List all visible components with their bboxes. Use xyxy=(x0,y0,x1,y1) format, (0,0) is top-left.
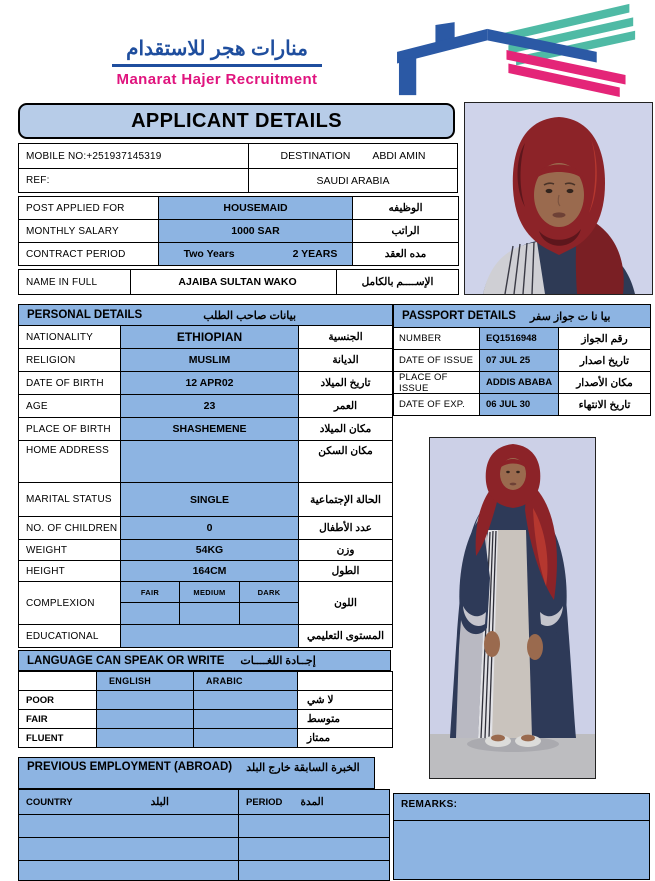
language-fluent-label: FLUENT xyxy=(19,729,96,747)
language-fair-arabic-cell xyxy=(194,710,297,728)
complexion-label: COMPLEXION xyxy=(19,582,120,624)
marital-status-label: MARITAL STATUS xyxy=(19,483,120,516)
employment-period-header xyxy=(239,790,389,814)
issue-place-arabic: مكان الأصدار xyxy=(559,372,650,393)
employment-section-title-arabic: الخبرة السابقة خارج البلد xyxy=(246,762,360,774)
passport-number-arabic: رقم الجواز xyxy=(559,328,650,349)
language-poor-arabic-cell xyxy=(194,691,297,709)
passport-number-value: EQ1516948 xyxy=(480,328,558,349)
nationality-value: ETHIOPIAN xyxy=(121,326,298,348)
height-arabic: الطول xyxy=(299,561,392,581)
children-label: NO. OF CHILDREN xyxy=(19,517,120,539)
complexion-options xyxy=(121,582,298,624)
age-label: AGE xyxy=(19,395,120,417)
expiry-date-value: 06 JUL 30 xyxy=(480,394,558,415)
personal-details-title-arabic: بيانات صاحب الطلب xyxy=(203,309,296,322)
complexion-check-fair xyxy=(121,603,179,624)
home-address-arabic: مكان السكن xyxy=(299,441,392,482)
complexion-option-fair: FAIR xyxy=(121,582,179,602)
age-value: 23 xyxy=(121,395,298,417)
height-label: HEIGHT xyxy=(19,561,120,581)
expiry-date-arabic: تاريخ الانتهاء xyxy=(559,394,650,415)
birth-date-label: DATE OF BIRTH xyxy=(19,372,120,394)
company-logo-icon xyxy=(388,2,648,98)
salary-value: 1000 SAR xyxy=(159,220,352,242)
name-value: AJAIBA SULTAN WAKO xyxy=(131,270,336,294)
language-column-arabic: ARABIC xyxy=(194,672,297,690)
weight-value: 54KG xyxy=(121,540,298,560)
contract-arabic: مده العقد xyxy=(353,243,458,265)
headshot-photo xyxy=(464,102,653,295)
contract-value xyxy=(159,243,352,265)
contract-label: CONTRACT PERIOD xyxy=(19,243,158,265)
educational-arabic: المستوى التعليمي xyxy=(299,625,392,647)
birth-date-arabic: تاريخ الميلاد xyxy=(299,372,392,394)
issue-date-arabic: تاريخ اصدار xyxy=(559,350,650,371)
employment-row-country-1 xyxy=(19,815,238,837)
language-header-spacer xyxy=(298,672,392,690)
salary-label: MONTHLY SALARY xyxy=(19,220,158,242)
country-column-label: COUNTRY xyxy=(26,796,73,808)
issue-place-value: ADDIS ABABA xyxy=(480,372,558,393)
educational-label: EDUCATIONAL xyxy=(19,625,120,647)
headshot-illustration xyxy=(465,103,652,294)
language-fluent-arabic-cell xyxy=(194,729,297,747)
name-table xyxy=(18,269,459,295)
name-label: NAME IN FULL xyxy=(19,270,130,294)
language-poor-arabic-text: لا شي xyxy=(298,691,392,709)
children-value: 0 xyxy=(121,517,298,539)
religion-arabic: الديانة xyxy=(299,349,392,371)
complexion-check-dark xyxy=(240,603,298,624)
language-section-header xyxy=(18,650,391,671)
language-section-title-arabic: إجــادة اللغــــات xyxy=(240,655,316,667)
contract-value-numeric: 2 YEARS xyxy=(292,248,338,260)
marital-status-arabic: الحالة الإجتماعية xyxy=(299,483,392,516)
employment-row-period-2 xyxy=(239,838,389,860)
language-fair-arabic-text: متوسط xyxy=(298,710,392,728)
birth-place-value: SHASHEMENE xyxy=(121,418,298,440)
employment-country-header xyxy=(19,790,238,814)
employment-section-title: PREVIOUS EMPLOYMENT (ABROAD) xyxy=(27,761,233,773)
destination-cell xyxy=(249,144,457,168)
remarks-label: REMARKS: xyxy=(394,794,649,821)
personal-details-header xyxy=(19,305,392,325)
language-poor-label: POOR xyxy=(19,691,96,709)
complexion-arabic: اللون xyxy=(299,582,392,624)
employment-row-country-3 xyxy=(19,861,238,880)
complexion-option-dark: DARK xyxy=(240,582,298,602)
period-column-label: PERIOD xyxy=(246,796,283,808)
company-name-english: Manarat Hajer Recruitment xyxy=(116,71,318,88)
employment-table xyxy=(18,789,390,881)
passport-number-label: NUMBER xyxy=(394,328,479,349)
language-fluent-arabic-text: ممتاز xyxy=(298,729,392,747)
age-arabic: العمر xyxy=(299,395,392,417)
job-table xyxy=(18,196,459,266)
personal-details-title: PERSONAL DETAILS xyxy=(27,309,143,321)
post-applied-value: HOUSEMAID xyxy=(159,197,352,219)
language-column-english: ENGLISH xyxy=(97,672,193,690)
destination-value: ABDI AMIN xyxy=(372,150,426,162)
country-column-arabic: البلد xyxy=(150,796,169,808)
mobile-cell: MOBILE NO:+251937145319 xyxy=(19,144,248,168)
children-arabic: عدد الأطفال xyxy=(299,517,392,539)
language-fair-english-cell xyxy=(97,710,193,728)
period-column-arabic: المدة xyxy=(300,796,324,808)
language-section-title: LANGUAGE CAN SPEAK OR WRITE xyxy=(27,654,225,667)
employment-row-period-1 xyxy=(239,815,389,837)
passport-details-title-arabic: بيا نا ت جواز سفر xyxy=(529,310,611,323)
passport-details-header xyxy=(394,305,650,327)
contract-value-words: Two Years xyxy=(183,248,235,260)
post-applied-label: POST APPLIED FOR xyxy=(19,197,158,219)
religion-value: MUSLIM xyxy=(121,349,298,371)
salary-arabic: الراتب xyxy=(353,220,458,242)
home-address-label: HOME ADDRESS xyxy=(19,441,120,482)
issue-place-label: PLACE OF ISSUE xyxy=(394,372,479,393)
language-fluent-english-cell xyxy=(97,729,193,747)
employment-row-period-3 xyxy=(239,861,389,880)
complexion-check-medium xyxy=(180,603,239,624)
complexion-option-medium: MEDIUM xyxy=(180,582,239,602)
employment-section-header xyxy=(18,757,375,789)
full-body-photo xyxy=(429,437,596,779)
marital-status-value: SINGLE xyxy=(121,483,298,516)
nationality-arabic: الجنسية xyxy=(299,326,392,348)
weight-arabic: وزن xyxy=(299,540,392,560)
company-name-arabic: منارات هجر للاستقدام xyxy=(112,36,322,67)
company-brand xyxy=(52,36,382,88)
name-arabic: الإســــم بالكامل xyxy=(337,270,458,294)
birth-place-label: PLACE OF BIRTH xyxy=(19,418,120,440)
nationality-label: NATIONALITY xyxy=(19,326,120,348)
page-title: APPLICANT DETAILS xyxy=(18,103,455,139)
religion-label: RELIGION xyxy=(19,349,120,371)
weight-label: WEIGHT xyxy=(19,540,120,560)
passport-details-table xyxy=(393,304,651,416)
language-table xyxy=(18,671,393,748)
language-poor-english-cell xyxy=(97,691,193,709)
birth-date-value: 12 APR02 xyxy=(121,372,298,394)
full-body-illustration xyxy=(430,438,595,778)
ref-cell: REF: xyxy=(19,169,248,192)
issue-date-value: 07 JUL 25 xyxy=(480,350,558,371)
employment-row-country-2 xyxy=(19,838,238,860)
height-value: 164CM xyxy=(121,561,298,581)
destination-country-cell: SAUDI ARABIA xyxy=(249,169,457,192)
language-corner-cell xyxy=(19,672,96,690)
expiry-date-label: DATE OF EXP. xyxy=(394,394,479,415)
contact-table xyxy=(18,143,458,193)
birth-place-arabic: مكان الميلاد xyxy=(299,418,392,440)
passport-details-title: PASSPORT DETAILS xyxy=(402,310,516,322)
remarks-box xyxy=(393,793,650,880)
post-applied-arabic: الوظيفه xyxy=(353,197,458,219)
home-address-value xyxy=(121,441,298,482)
destination-label: DESTINATION xyxy=(280,150,351,162)
personal-details-table xyxy=(18,304,393,648)
language-fair-label: FAIR xyxy=(19,710,96,728)
issue-date-label: DATE OF ISSUE xyxy=(394,350,479,371)
educational-value xyxy=(121,625,298,647)
